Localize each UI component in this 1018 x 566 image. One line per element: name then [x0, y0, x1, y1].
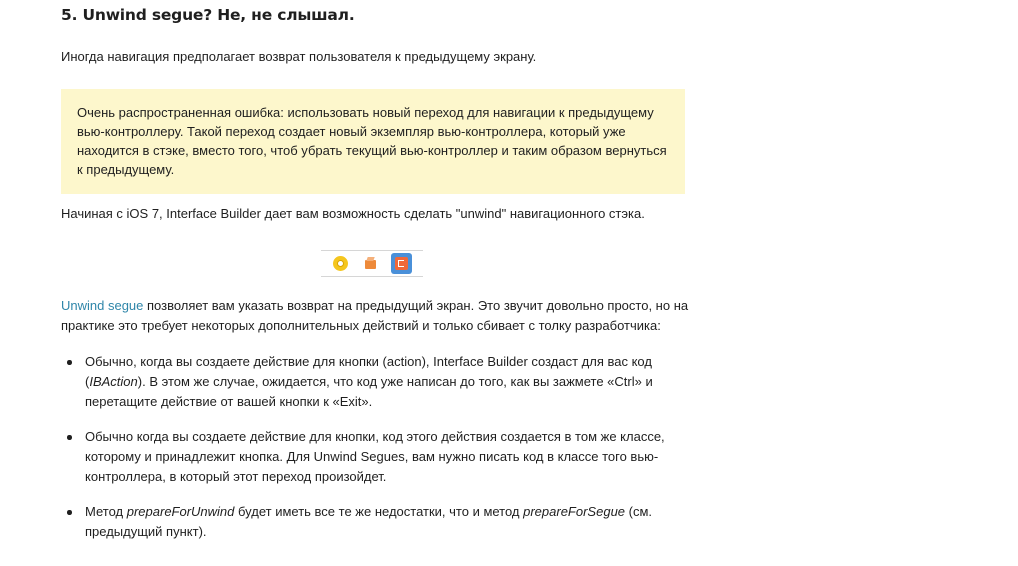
unwind-paragraph-text: позволяет вам указать возврат на предыдущий экран. Это звучит довольно просто, но на практике это требует некоторых дополнительных действий и только сбивает с толку разработчика: — [61, 298, 689, 333]
warning-callout — [61, 89, 685, 194]
scene-dock-image — [321, 250, 423, 277]
section-heading: 5. Unwind segue? Не, не слышал. — [61, 6, 355, 24]
list-item — [85, 502, 701, 542]
list-item — [85, 352, 701, 412]
article — [61, 0, 701, 542]
object-cube-icon — [362, 255, 379, 272]
exit-icon — [391, 253, 412, 274]
unwind-paragraph — [61, 296, 701, 336]
intro-paragraph: Иногда навигация предполагает возврат пользователя к предыдущему экрану. — [61, 49, 537, 64]
list-item-text: ). В этом же случае, ожидается, что код уже написан до того, как вы зажмете «Ctrl» и перетащите действие от вашей кнопки к «Exit». — [85, 374, 653, 409]
callout-text: Очень распространенная ошибка: использовать новый переход для навигации к предыдущему вью-контроллеру. Такой переход создает новый экземпляр вью-контроллера, который уже находится в стэке, вместо того, чтоб убрать текущий вью-контроллер и таким образом вернуться к предыдущему. — [77, 104, 667, 177]
list-item-emphasis: prepareForUnwind — [126, 504, 235, 519]
list-item-text: (см. предыдущий пункт). — [85, 504, 653, 539]
list-item: Обычно когда вы создаете действие для кнопки, код этого действия создается в том же классе, которому и принадлежит кнопка. Для Unwind Segues, вам нужно писать код в классе того вью-контроллера, в который этот переход произойдет. — [85, 427, 701, 487]
list-item-text: будет иметь все те же недостатки, что и метод — [234, 504, 524, 519]
issues-list — [61, 352, 701, 542]
first-responder-icon — [332, 255, 349, 272]
list-item-emphasis: prepareForSegue — [523, 504, 626, 519]
ios7-paragraph: Начиная с iOS 7, Interface Builder дает вам возможность сделать "unwind" навигационного стэка. — [61, 205, 645, 221]
list-item-text: Метод — [85, 504, 127, 519]
list-item-emphasis: IBAction — [89, 374, 138, 389]
list-item-text: Обычно, когда вы создаете действие для кнопки (action), Interface Builder создаст для вас код ( — [85, 354, 652, 389]
unwind-segue-link[interactable]: Unwind segue — [61, 298, 144, 313]
